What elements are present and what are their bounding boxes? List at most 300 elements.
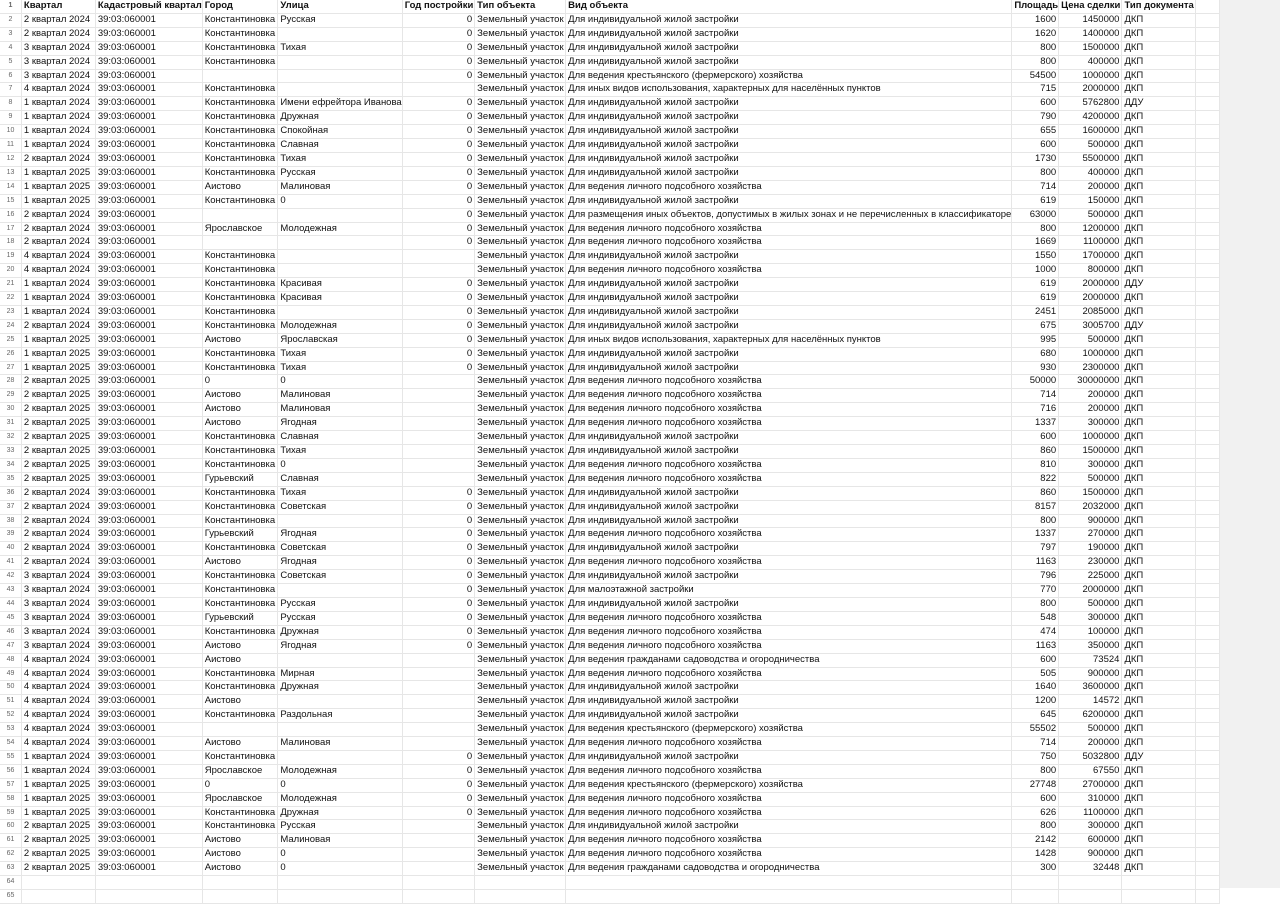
table-cell[interactable]: 0	[402, 542, 474, 556]
table-cell[interactable]: Аистово	[202, 180, 278, 194]
table-cell[interactable]: 1163	[1012, 639, 1059, 653]
empty-cell[interactable]	[1195, 166, 1219, 180]
table-cell[interactable]: Для индивидуальной жилой застройки	[566, 820, 1012, 834]
table-cell[interactable]: 0	[402, 208, 474, 222]
empty-cell[interactable]	[1195, 111, 1219, 125]
table-cell[interactable]: Земельный участок	[475, 152, 566, 166]
table-cell[interactable]: Земельный участок	[475, 695, 566, 709]
table-cell[interactable]: 0	[402, 778, 474, 792]
empty-cell[interactable]	[1195, 500, 1219, 514]
row-number[interactable]: 19	[0, 250, 21, 264]
table-cell[interactable]: 0	[402, 41, 474, 55]
table-cell[interactable]: 800	[1012, 764, 1059, 778]
table-cell[interactable]: 0	[402, 500, 474, 514]
table-cell[interactable]: 790	[1012, 111, 1059, 125]
table-cell[interactable]: Константиновка	[202, 97, 278, 111]
row-number[interactable]: 39	[0, 528, 21, 542]
table-cell[interactable]: 1640	[1012, 681, 1059, 695]
table-cell[interactable]: 3 квартал 2024	[21, 570, 95, 584]
table-cell[interactable]: 600	[1012, 431, 1059, 445]
empty-cell[interactable]	[1195, 556, 1219, 570]
table-cell[interactable]: Константиновка	[202, 13, 278, 27]
table-cell[interactable]: 39:03:060001	[95, 194, 202, 208]
table-cell[interactable]: 680	[1012, 347, 1059, 361]
table-cell[interactable]: 1550	[1012, 250, 1059, 264]
empty-cell[interactable]	[1195, 403, 1219, 417]
row-number[interactable]: 34	[0, 458, 21, 472]
table-cell[interactable]: Для индивидуальной жилой застройки	[566, 709, 1012, 723]
table-cell[interactable]: 1000000	[1059, 431, 1122, 445]
row-number[interactable]: 33	[0, 445, 21, 459]
table-cell[interactable]: 150000	[1059, 194, 1122, 208]
table-cell[interactable]: Ярославское	[202, 222, 278, 236]
table-cell[interactable]: 39:03:060001	[95, 667, 202, 681]
table-cell[interactable]: Аистово	[202, 403, 278, 417]
table-cell[interactable]: 0	[278, 848, 402, 862]
empty-cell[interactable]	[1122, 890, 1195, 904]
table-cell[interactable]: Земельный участок	[475, 723, 566, 737]
table-cell[interactable]: ДКП	[1122, 709, 1195, 723]
table-cell[interactable]: 39:03:060001	[95, 389, 202, 403]
table-cell[interactable]: Русская	[278, 13, 402, 27]
empty-cell[interactable]	[1195, 820, 1219, 834]
table-cell[interactable]: ДКП	[1122, 347, 1195, 361]
table-cell[interactable]: ДКП	[1122, 862, 1195, 876]
table-cell[interactable]: Для ведения личного подсобного хозяйства	[566, 639, 1012, 653]
table-cell[interactable]: 2 квартал 2024	[21, 500, 95, 514]
table-cell[interactable]: Земельный участок	[475, 13, 566, 27]
table-cell[interactable]: Для ведения личного подсобного хозяйства	[566, 792, 1012, 806]
row-number[interactable]: 51	[0, 695, 21, 709]
empty-cell[interactable]	[1195, 862, 1219, 876]
table-cell[interactable]: 4 квартал 2024	[21, 709, 95, 723]
table-cell[interactable]: Земельный участок	[475, 667, 566, 681]
table-cell[interactable]: 3 квартал 2024	[21, 41, 95, 55]
row-number[interactable]: 3	[0, 27, 21, 41]
table-cell[interactable]: 4 квартал 2024	[21, 737, 95, 751]
table-cell[interactable]: 1200	[1012, 695, 1059, 709]
table-cell[interactable]: ДКП	[1122, 111, 1195, 125]
empty-cell[interactable]	[95, 890, 202, 904]
table-cell[interactable]: 1000	[1012, 264, 1059, 278]
table-cell[interactable]: Для ведения личного подсобного хозяйства	[566, 180, 1012, 194]
table-cell[interactable]: 1400000	[1059, 27, 1122, 41]
table-cell[interactable]: 2 квартал 2024	[21, 556, 95, 570]
table-cell[interactable]: Для индивидуальной жилой застройки	[566, 152, 1012, 166]
empty-cell[interactable]	[1195, 180, 1219, 194]
table-cell[interactable]: 39:03:060001	[95, 361, 202, 375]
empty-cell[interactable]	[1195, 792, 1219, 806]
table-cell[interactable]: Земельный участок	[475, 264, 566, 278]
table-cell[interactable]: 0	[402, 347, 474, 361]
empty-cell[interactable]	[1195, 597, 1219, 611]
table-cell[interactable]: 0	[402, 570, 474, 584]
empty-cell[interactable]	[1195, 445, 1219, 459]
table-cell[interactable]: 3 квартал 2024	[21, 639, 95, 653]
row-number[interactable]: 30	[0, 403, 21, 417]
table-cell[interactable]: Дружная	[278, 681, 402, 695]
table-cell[interactable]: ДКП	[1122, 194, 1195, 208]
table-cell[interactable]: Земельный участок	[475, 319, 566, 333]
table-cell[interactable]: 225000	[1059, 570, 1122, 584]
table-cell[interactable]: 3 квартал 2024	[21, 55, 95, 69]
table-cell[interactable]: 1730	[1012, 152, 1059, 166]
table-cell[interactable]: Для индивидуальной жилой застройки	[566, 305, 1012, 319]
row-number[interactable]: 27	[0, 361, 21, 375]
table-cell[interactable]	[402, 375, 474, 389]
table-cell[interactable]: 0	[402, 764, 474, 778]
table-cell[interactable]: ДКП	[1122, 13, 1195, 27]
table-cell[interactable]: 0	[402, 152, 474, 166]
table-cell[interactable]: Земельный участок	[475, 194, 566, 208]
table-cell[interactable]: ДКП	[1122, 570, 1195, 584]
empty-cell[interactable]	[1195, 737, 1219, 751]
table-cell[interactable]: 500000	[1059, 723, 1122, 737]
empty-cell[interactable]	[1195, 764, 1219, 778]
table-cell[interactable]: Ярославская	[278, 333, 402, 347]
empty-cell[interactable]	[1059, 890, 1122, 904]
table-cell[interactable]	[402, 250, 474, 264]
table-cell[interactable]: 1 квартал 2025	[21, 792, 95, 806]
table-cell[interactable]: 39:03:060001	[95, 83, 202, 97]
table-cell[interactable]: Для индивидуальной жилой застройки	[566, 111, 1012, 125]
empty-cell[interactable]	[21, 890, 95, 904]
table-cell[interactable]: Земельный участок	[475, 556, 566, 570]
table-cell[interactable]: 600	[1012, 139, 1059, 153]
table-cell[interactable]: 0	[402, 639, 474, 653]
empty-cell[interactable]	[1195, 709, 1219, 723]
table-cell[interactable]	[402, 458, 474, 472]
table-cell[interactable]: 750	[1012, 750, 1059, 764]
row-number[interactable]: 12	[0, 152, 21, 166]
table-cell[interactable]: 1 квартал 2024	[21, 750, 95, 764]
row-number[interactable]: 18	[0, 236, 21, 250]
table-cell[interactable]: 350000	[1059, 639, 1122, 653]
empty-cell[interactable]	[1195, 667, 1219, 681]
table-cell[interactable]: Константиновка	[202, 625, 278, 639]
table-cell[interactable]: 600	[1012, 792, 1059, 806]
table-cell[interactable]: Мирная	[278, 667, 402, 681]
table-cell[interactable]: Дружная	[278, 625, 402, 639]
table-cell[interactable]: Тихая	[278, 347, 402, 361]
table-cell[interactable]: 0	[402, 333, 474, 347]
empty-cell[interactable]	[566, 876, 1012, 890]
table-cell[interactable]: Молодежная	[278, 764, 402, 778]
table-cell[interactable]: 0	[278, 194, 402, 208]
table-cell[interactable]: Земельный участок	[475, 764, 566, 778]
table-cell[interactable]: 0	[402, 139, 474, 153]
empty-cell[interactable]	[1195, 695, 1219, 709]
table-cell[interactable]: 1 квартал 2025	[21, 194, 95, 208]
table-cell[interactable]: 0	[402, 27, 474, 41]
table-cell[interactable]: Константиновка	[202, 250, 278, 264]
row-number[interactable]: 14	[0, 180, 21, 194]
table-cell[interactable]: Для ведения личного подсобного хозяйства	[566, 737, 1012, 751]
table-cell[interactable]: 800	[1012, 820, 1059, 834]
table-cell[interactable]	[402, 445, 474, 459]
table-cell[interactable]: 0	[402, 55, 474, 69]
row-number[interactable]: 48	[0, 653, 21, 667]
table-cell[interactable]: 0	[278, 778, 402, 792]
empty-cell[interactable]	[1195, 389, 1219, 403]
row-number[interactable]: 25	[0, 333, 21, 347]
table-cell[interactable]: Земельный участок	[475, 347, 566, 361]
row-number[interactable]: 9	[0, 111, 21, 125]
table-cell[interactable]: Константиновка	[202, 152, 278, 166]
table-cell[interactable]: 995	[1012, 333, 1059, 347]
table-cell[interactable]: Молодежная	[278, 792, 402, 806]
empty-cell[interactable]	[1195, 333, 1219, 347]
table-cell[interactable]	[402, 862, 474, 876]
table-cell[interactable]	[278, 584, 402, 598]
table-cell[interactable]: 2 квартал 2025	[21, 458, 95, 472]
table-cell[interactable]: 655	[1012, 125, 1059, 139]
table-cell[interactable]	[402, 403, 474, 417]
table-cell[interactable]: 714	[1012, 389, 1059, 403]
table-cell[interactable]: Для индивидуальной жилой застройки	[566, 27, 1012, 41]
empty-cell[interactable]	[1195, 625, 1219, 639]
table-cell[interactable]	[278, 27, 402, 41]
row-number[interactable]: 62	[0, 848, 21, 862]
table-cell[interactable]: ДКП	[1122, 834, 1195, 848]
table-cell[interactable]: ДКП	[1122, 125, 1195, 139]
table-cell[interactable]: Имени ефрейтора Иванова	[278, 97, 402, 111]
table-cell[interactable]: Для иных видов использования, характерных для населённых пунктов	[566, 83, 1012, 97]
table-cell[interactable]: ДКП	[1122, 486, 1195, 500]
table-cell[interactable]: Константиновка	[202, 41, 278, 55]
table-cell[interactable]: ДКП	[1122, 55, 1195, 69]
empty-cell[interactable]	[1195, 250, 1219, 264]
table-cell[interactable]: 675	[1012, 319, 1059, 333]
table-cell[interactable]: ДКП	[1122, 695, 1195, 709]
table-cell[interactable]: 2 квартал 2025	[21, 417, 95, 431]
table-cell[interactable]: 67550	[1059, 764, 1122, 778]
table-cell[interactable]: Для индивидуальной жилой застройки	[566, 514, 1012, 528]
table-cell[interactable]: Тихая	[278, 361, 402, 375]
table-cell[interactable]: ДКП	[1122, 597, 1195, 611]
table-cell[interactable]	[278, 55, 402, 69]
table-cell[interactable]: Константиновка	[202, 361, 278, 375]
table-cell[interactable]: 39:03:060001	[95, 542, 202, 556]
table-cell[interactable]: 1337	[1012, 417, 1059, 431]
table-cell[interactable]: 0	[402, 236, 474, 250]
empty-cell[interactable]	[1195, 13, 1219, 27]
table-cell[interactable]: Константиновка	[202, 431, 278, 445]
empty-cell[interactable]	[1195, 611, 1219, 625]
table-cell[interactable]: 500000	[1059, 333, 1122, 347]
table-cell[interactable]: 39:03:060001	[95, 570, 202, 584]
table-cell[interactable]: Земельный участок	[475, 222, 566, 236]
table-cell[interactable]: 2 квартал 2024	[21, 222, 95, 236]
table-cell[interactable]: 1620	[1012, 27, 1059, 41]
table-cell[interactable]: Земельный участок	[475, 292, 566, 306]
table-cell[interactable]: 73524	[1059, 653, 1122, 667]
table-cell[interactable]: 0	[202, 778, 278, 792]
table-cell[interactable]	[202, 723, 278, 737]
table-cell[interactable]	[402, 848, 474, 862]
table-cell[interactable]: Земельный участок	[475, 445, 566, 459]
table-cell[interactable]: ДКП	[1122, 180, 1195, 194]
table-cell[interactable]: 270000	[1059, 528, 1122, 542]
table-cell[interactable]: Аистово	[202, 556, 278, 570]
table-cell[interactable]: Для ведения личного подсобного хозяйства	[566, 848, 1012, 862]
table-cell[interactable]: 400000	[1059, 166, 1122, 180]
table-cell[interactable]: 39:03:060001	[95, 55, 202, 69]
table-cell[interactable]: Константиновка	[202, 458, 278, 472]
row-number[interactable]: 5	[0, 55, 21, 69]
table-cell[interactable]: 1600	[1012, 13, 1059, 27]
row-number[interactable]: 57	[0, 778, 21, 792]
empty-cell[interactable]	[1195, 639, 1219, 653]
table-cell[interactable]: Константиновка	[202, 347, 278, 361]
table-cell[interactable]: 500000	[1059, 472, 1122, 486]
table-cell[interactable]: 54500	[1012, 69, 1059, 83]
table-cell[interactable]: 39:03:060001	[95, 292, 202, 306]
table-cell[interactable]: Константиновка	[202, 584, 278, 598]
row-number[interactable]: 40	[0, 542, 21, 556]
table-cell[interactable]: ДКП	[1122, 778, 1195, 792]
table-cell[interactable]: 2 квартал 2024	[21, 236, 95, 250]
table-cell[interactable]: Аистово	[202, 834, 278, 848]
column-header[interactable]: Квартал	[21, 0, 95, 13]
table-cell[interactable]: 27748	[1012, 778, 1059, 792]
table-cell[interactable]	[202, 236, 278, 250]
table-cell[interactable]: Для ведения личного подсобного хозяйства	[566, 625, 1012, 639]
table-cell[interactable]: Тихая	[278, 41, 402, 55]
row-number[interactable]: 50	[0, 681, 21, 695]
table-cell[interactable]: 39:03:060001	[95, 556, 202, 570]
table-cell[interactable]: 626	[1012, 806, 1059, 820]
empty-cell[interactable]	[1195, 347, 1219, 361]
table-cell[interactable]: 8157	[1012, 500, 1059, 514]
table-cell[interactable]: 310000	[1059, 792, 1122, 806]
table-cell[interactable]: Ягодная	[278, 528, 402, 542]
empty-cell[interactable]	[1195, 806, 1219, 820]
row-number[interactable]: 53	[0, 723, 21, 737]
table-cell[interactable]: 39:03:060001	[95, 528, 202, 542]
table-cell[interactable]: Земельный участок	[475, 83, 566, 97]
table-cell[interactable]	[402, 709, 474, 723]
table-cell[interactable]: 4 квартал 2024	[21, 681, 95, 695]
table-cell[interactable]: Ярославское	[202, 764, 278, 778]
table-cell[interactable]: Константиновка	[202, 806, 278, 820]
table-cell[interactable]: 39:03:060001	[95, 125, 202, 139]
table-cell[interactable]: ДКП	[1122, 500, 1195, 514]
empty-cell[interactable]	[202, 890, 278, 904]
row-number[interactable]: 52	[0, 709, 21, 723]
table-cell[interactable]: 39:03:060001	[95, 236, 202, 250]
table-cell[interactable]: 2 квартал 2024	[21, 152, 95, 166]
table-cell[interactable]: Тихая	[278, 486, 402, 500]
table-cell[interactable]: ДДУ	[1122, 97, 1195, 111]
empty-cell[interactable]	[1195, 431, 1219, 445]
row-number[interactable]: 56	[0, 764, 21, 778]
table-cell[interactable]: 822	[1012, 472, 1059, 486]
table-cell[interactable]: 39:03:060001	[95, 403, 202, 417]
empty-cell[interactable]	[1195, 55, 1219, 69]
table-cell[interactable]: 800	[1012, 514, 1059, 528]
row-number[interactable]: 8	[0, 97, 21, 111]
table-cell[interactable]: 39:03:060001	[95, 97, 202, 111]
table-cell[interactable]: Земельный участок	[475, 278, 566, 292]
table-cell[interactable]: Земельный участок	[475, 97, 566, 111]
empty-cell[interactable]	[1195, 750, 1219, 764]
table-cell[interactable]: Земельный участок	[475, 472, 566, 486]
empty-cell[interactable]	[1195, 848, 1219, 862]
table-cell[interactable]	[402, 681, 474, 695]
table-cell[interactable]: 0	[402, 556, 474, 570]
table-cell[interactable]: Константиновка	[202, 681, 278, 695]
table-cell[interactable]: 200000	[1059, 737, 1122, 751]
table-cell[interactable]: Земельный участок	[475, 55, 566, 69]
table-cell[interactable]: Ярославское	[202, 792, 278, 806]
table-cell[interactable]	[278, 723, 402, 737]
table-cell[interactable]: Гурьевский	[202, 528, 278, 542]
row-number[interactable]: 59	[0, 806, 21, 820]
table-cell[interactable]: Земельный участок	[475, 834, 566, 848]
empty-cell[interactable]	[1195, 417, 1219, 431]
table-cell[interactable]: ДКП	[1122, 222, 1195, 236]
table-cell[interactable]: 39:03:060001	[95, 737, 202, 751]
table-cell[interactable]: 39:03:060001	[95, 639, 202, 653]
table-cell[interactable]: Русская	[278, 820, 402, 834]
table-cell[interactable]: 2 квартал 2025	[21, 834, 95, 848]
table-cell[interactable]	[402, 667, 474, 681]
table-cell[interactable]: 39:03:060001	[95, 792, 202, 806]
table-cell[interactable]: 1 квартал 2024	[21, 97, 95, 111]
table-cell[interactable]: 2085000	[1059, 305, 1122, 319]
table-cell[interactable]: 0	[402, 528, 474, 542]
table-cell[interactable]: Земельный участок	[475, 806, 566, 820]
table-cell[interactable]: 39:03:060001	[95, 848, 202, 862]
table-cell[interactable]: Константиновка	[202, 500, 278, 514]
row-number[interactable]: 63	[0, 862, 21, 876]
table-cell[interactable]: ДКП	[1122, 305, 1195, 319]
row-number[interactable]: 60	[0, 820, 21, 834]
row-number[interactable]: 61	[0, 834, 21, 848]
table-cell[interactable]: 1 квартал 2025	[21, 778, 95, 792]
table-cell[interactable]: Тихая	[278, 445, 402, 459]
table-cell[interactable]: Для ведения личного подсобного хозяйства	[566, 222, 1012, 236]
table-cell[interactable]: Константиновка	[202, 820, 278, 834]
table-cell[interactable]: 500000	[1059, 139, 1122, 153]
table-cell[interactable]: 2300000	[1059, 361, 1122, 375]
table-cell[interactable]: 39:03:060001	[95, 27, 202, 41]
table-cell[interactable]: ДКП	[1122, 417, 1195, 431]
table-cell[interactable]: ДКП	[1122, 514, 1195, 528]
table-cell[interactable]: 500000	[1059, 597, 1122, 611]
row-number[interactable]: 42	[0, 570, 21, 584]
table-cell[interactable]: 0	[402, 792, 474, 806]
table-cell[interactable]: Для индивидуальной жилой застройки	[566, 319, 1012, 333]
table-cell[interactable]: 1 квартал 2024	[21, 125, 95, 139]
empty-cell[interactable]	[1195, 723, 1219, 737]
table-cell[interactable]: 2 квартал 2025	[21, 820, 95, 834]
table-cell[interactable]: Земельный участок	[475, 639, 566, 653]
empty-cell[interactable]	[1195, 305, 1219, 319]
table-cell[interactable]: Красивая	[278, 292, 402, 306]
table-cell[interactable]: ДКП	[1122, 848, 1195, 862]
table-cell[interactable]: Для ведения личного подсобного хозяйства	[566, 834, 1012, 848]
table-cell[interactable]: 797	[1012, 542, 1059, 556]
table-cell[interactable]: Для ведения личного подсобного хозяйства	[566, 528, 1012, 542]
empty-cell[interactable]	[202, 876, 278, 890]
table-cell[interactable]: ДКП	[1122, 584, 1195, 598]
table-cell[interactable]: 1 квартал 2025	[21, 806, 95, 820]
row-number[interactable]: 6	[0, 69, 21, 83]
table-cell[interactable]: Константиновка	[202, 445, 278, 459]
table-cell[interactable]: 39:03:060001	[95, 222, 202, 236]
